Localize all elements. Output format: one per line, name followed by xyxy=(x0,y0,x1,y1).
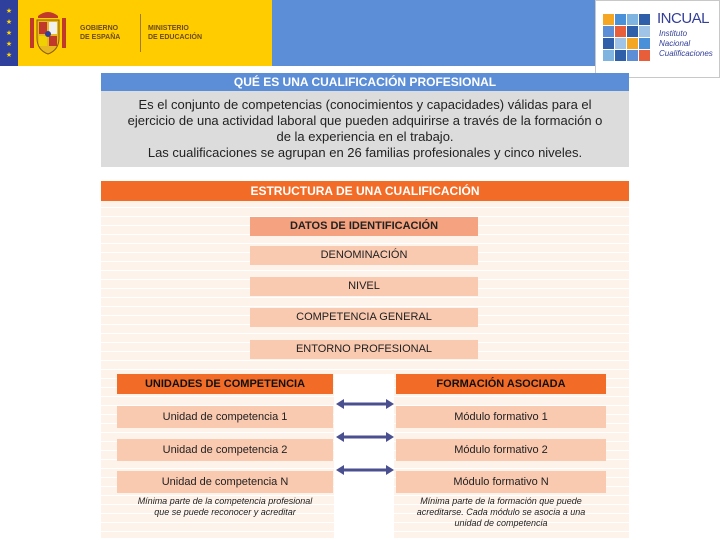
gobierno-label xyxy=(80,24,120,42)
training-note xyxy=(396,496,606,529)
field-competencia-general: COMPETENCIA GENERAL xyxy=(250,308,478,327)
logo-sub-line: Instituto Nacional xyxy=(659,29,691,48)
header-blue-band xyxy=(272,0,595,66)
module-cell: Módulo formativo N xyxy=(396,471,606,493)
incual-mosaic-icon xyxy=(603,14,653,62)
training-header: FORMACIÓN ASOCIADA xyxy=(396,374,606,394)
ministerio-label xyxy=(148,24,202,42)
unit-cell: Unidad de competencia 1 xyxy=(117,406,333,428)
ministerio-line: DE EDUCACIÓN xyxy=(148,34,203,41)
definition-line: de la experiencia en el trabajo. xyxy=(276,129,454,144)
incual-logo-name: INCUAL xyxy=(657,10,710,27)
module-cell: Módulo formativo 1 xyxy=(396,406,606,428)
double-arrow-icon xyxy=(336,464,394,476)
unit-cell: Unidad de competencia 2 xyxy=(117,439,333,461)
module-cell: Módulo formativo 2 xyxy=(396,439,606,461)
unit-cell: Unidad de competencia N xyxy=(117,471,333,493)
units-note xyxy=(117,496,333,518)
definition-line: ejercicio de una actividad laboral que pueden adquirirse a través de la formación o xyxy=(127,113,603,128)
units-note-line: que se puede reconocer y acreditar xyxy=(154,507,296,517)
units-note-line: Mínima parte de la competencia profesional xyxy=(137,496,313,506)
eu-stars-icon: ★ ★ ★ ★ ★ xyxy=(5,8,13,59)
gobierno-line: DE ESPAÑA xyxy=(80,34,121,41)
definition-title: QUÉ ES UNA CUALIFICACIÓN PROFESIONAL xyxy=(101,73,629,91)
units-header: UNIDADES DE COMPETENCIA xyxy=(117,374,333,394)
structure-title: ESTRUCTURA DE UNA CUALIFICACIÓN xyxy=(101,181,629,201)
training-note-line: acreditarse. Cada módulo se asocia a una xyxy=(416,507,586,517)
double-arrow-icon xyxy=(336,398,394,410)
field-entorno-profesional: ENTORNO PROFESIONAL xyxy=(250,340,478,359)
field-denominacion: DENOMINACIÓN xyxy=(250,246,478,265)
training-note-line: unidad de competencia xyxy=(454,518,548,528)
double-arrow-icon xyxy=(336,431,394,443)
definition-line: Es el conjunto de competencias (conocimientos y capacidades) válidas para el xyxy=(138,97,592,112)
ministerio-line: MINISTERIO xyxy=(148,25,189,32)
definition-line: Las cualificaciones se agrupan en 26 familias profesionales y cinco niveles. xyxy=(147,145,583,160)
coat-of-arms-icon xyxy=(28,8,68,56)
incual-logo-subtitle xyxy=(659,29,720,59)
identification-header: DATOS DE IDENTIFICACIÓN xyxy=(250,217,478,236)
gobierno-line: GOBIERNO xyxy=(80,25,119,32)
training-note-line: Mínima parte de la formación que puede xyxy=(420,496,582,506)
logo-sub-line: Cualificaciones xyxy=(659,49,713,58)
definition-body xyxy=(101,91,629,167)
header-divider xyxy=(140,14,141,52)
field-nivel: NIVEL xyxy=(250,277,478,296)
